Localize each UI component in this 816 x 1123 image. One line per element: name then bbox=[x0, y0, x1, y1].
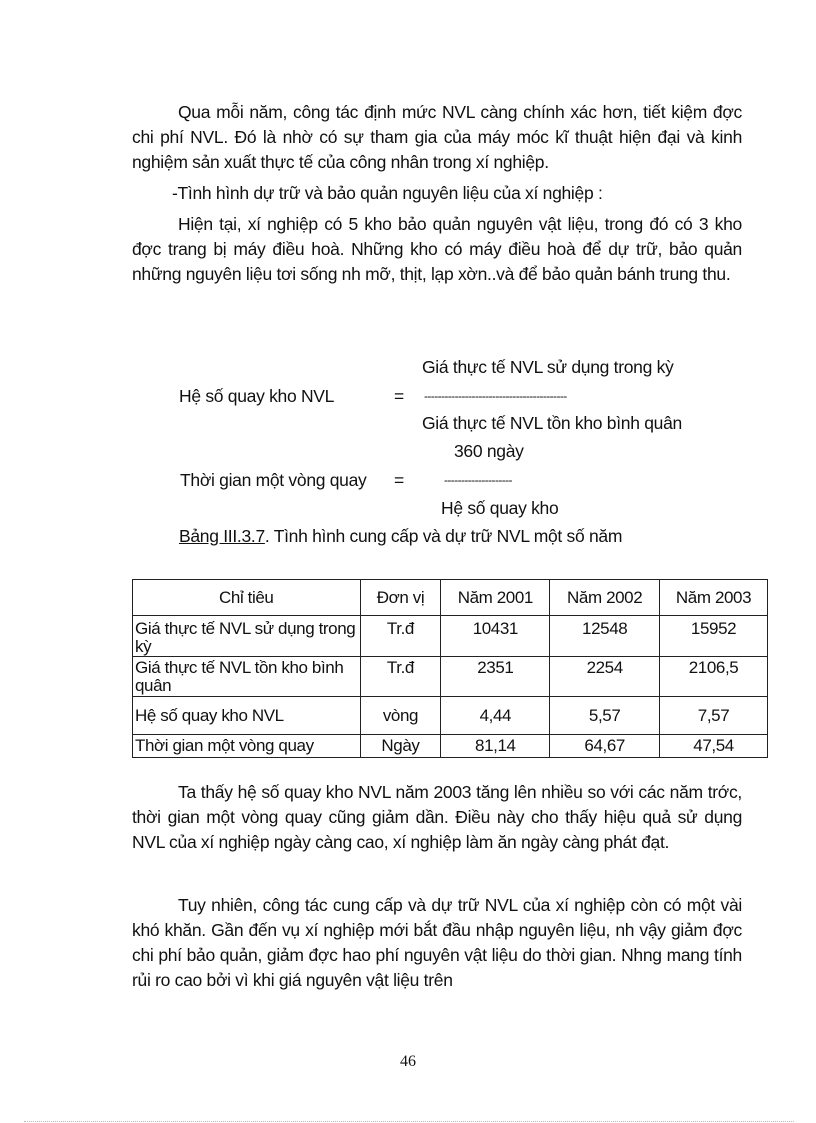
table-row bbox=[133, 616, 768, 657]
row-label: Giá thực tế NVL sử dụng trong kỳ bbox=[133, 616, 361, 657]
cell-2003: 7,57 bbox=[660, 697, 768, 735]
page-number: 46 bbox=[400, 1053, 416, 1070]
header-year-2003: Năm 2003 bbox=[660, 580, 768, 616]
table-caption-text: . Tình hình cung cấp và dự trữ NVL một số năm bbox=[264, 526, 623, 546]
header-indicator: Chỉ tiêu bbox=[133, 580, 361, 616]
header-year-2002: Năm 2002 bbox=[550, 580, 660, 616]
paragraph-rationing: Qua mỗi năm, công tác định mức NVL càng chính xác hơn, tiết kiệm đợc chi phí NVL. Đó là nhờ có sự tham gia của máy móc kĩ thuật hiện đại và kinh nghiệm sản xuất thực tế của công nhân trong xí nghiệp. bbox=[132, 102, 742, 172]
formula-turnover-numerator: Giá thực tế NVL sử dụng trong kỳ bbox=[422, 357, 674, 377]
cell-2002: 64,67 bbox=[550, 735, 660, 758]
table-row bbox=[133, 657, 768, 697]
cell-2001: 10431 bbox=[441, 616, 550, 657]
paragraph-reserve-heading: -Tình hình dự trữ và bảo quản nguyên liệu của xí nghiệp : bbox=[172, 183, 603, 203]
cell-2001: 81,14 bbox=[441, 735, 550, 758]
table-row bbox=[133, 697, 768, 735]
formula-turnover-divider: ------------------------------------------ bbox=[424, 389, 567, 403]
row-unit: Tr.đ bbox=[360, 616, 441, 657]
formula-turnover-equals: = bbox=[394, 386, 404, 406]
cell-2003: 2106,5 bbox=[660, 657, 768, 697]
inventory-table bbox=[132, 579, 768, 758]
formula-cycle-divider: -------------------- bbox=[444, 473, 512, 487]
row-unit: vòng bbox=[360, 697, 441, 735]
row-unit: Ngày bbox=[360, 735, 441, 758]
page-bottom-rule bbox=[24, 1121, 794, 1122]
formula-turnover-denominator: Giá thực tế NVL tồn kho bình quân bbox=[422, 413, 682, 433]
table-caption bbox=[179, 524, 622, 548]
formula-cycle-equals: = bbox=[394, 470, 404, 490]
cell-2002: 12548 bbox=[550, 616, 660, 657]
formula-cycle-denominator: Hệ số quay kho bbox=[441, 498, 559, 518]
formula-turnover-label: Hệ số quay kho NVL bbox=[179, 386, 335, 406]
row-label: Giá thực tế NVL tồn kho bình quân bbox=[133, 657, 361, 697]
table-header-row bbox=[133, 580, 768, 616]
header-unit: Đơn vị bbox=[360, 580, 441, 616]
cell-2002: 5,57 bbox=[550, 697, 660, 735]
paragraph-analysis: Ta thấy hệ số quay kho NVL năm 2003 tăng lên nhiều so với các năm trớc, thời gian một vòng quay cũng giảm dần. Điều này cho thấy hiệu quả sử dụng NVL của xí nghiệp ngày càng cao, xí nghiệp làm ăn ngày càng phát đạt. bbox=[132, 782, 742, 852]
table-row bbox=[133, 735, 768, 758]
header-year-2001: Năm 2001 bbox=[441, 580, 550, 616]
cell-2001: 2351 bbox=[441, 657, 550, 697]
cell-2001: 4,44 bbox=[441, 697, 550, 735]
cell-2003: 47,54 bbox=[660, 735, 768, 758]
row-label: Hệ số quay kho NVL bbox=[133, 697, 361, 735]
table-caption-ref: Bảng III.3.7 bbox=[179, 526, 265, 546]
formula-cycle-label: Thời gian một vòng quay bbox=[180, 470, 367, 490]
paragraph-difficulties: Tuy nhiên, công tác cung cấp và dự trữ NVL của xí nghiệp còn có một vài khó khăn. Gần đến vụ xí nghiệp mới bắt đầu nhập nguyên liệu, nh vậy giảm đợc chi phí bảo quản, giảm đợc hao phí nguyên vật liệu do thời gian. Nhng mang tính rủi ro cao bởi vì khi giá nguyên vật liệu trên bbox=[132, 895, 742, 990]
cell-2002: 2254 bbox=[550, 657, 660, 697]
formula-cycle-numerator: 360 ngày bbox=[454, 441, 524, 461]
row-unit: Tr.đ bbox=[360, 657, 441, 697]
paragraph-warehouses: Hiện tại, xí nghiệp có 5 kho bảo quản nguyên vật liệu, trong đó có 3 kho đợc trang bị máy điều hoà. Những kho có máy điều hoà để dự trữ, bảo quản những nguyên liệu tơi sống nh mỡ, thịt, lạp xờn..và để bảo quản bánh trung thu. bbox=[132, 214, 742, 284]
cell-2003: 15952 bbox=[660, 616, 768, 657]
row-label: Thời gian một vòng quay bbox=[133, 735, 361, 758]
